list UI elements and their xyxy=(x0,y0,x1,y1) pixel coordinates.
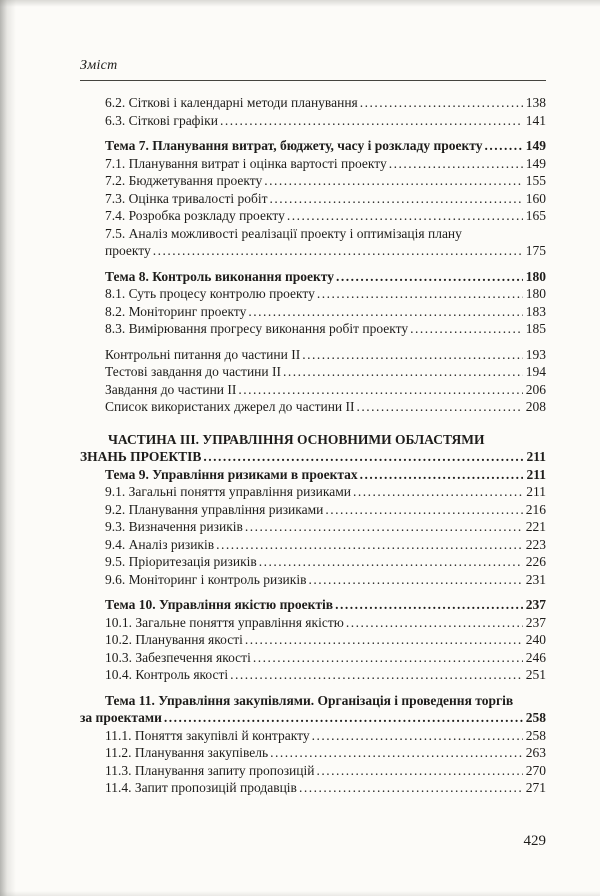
toc-entry-text: ЧАСТИНА III. УПРАВЛІННЯ ОСНОВНИМИ ОБЛАСТЯМИ xyxy=(108,431,485,447)
toc-row xyxy=(80,518,546,536)
toc-row xyxy=(80,727,546,745)
toc-entry-text: Тема 9. Управління ризиками в проектах xyxy=(105,466,358,482)
dot-leader xyxy=(164,709,523,727)
dot-leader xyxy=(230,666,523,684)
toc-entry-text: 10.4. Контроль якості xyxy=(105,667,229,682)
dot-leader xyxy=(216,536,523,554)
toc-row xyxy=(80,242,546,260)
page-number: 429 xyxy=(523,833,546,849)
dot-leader xyxy=(248,303,522,321)
toc-entry-page: 221 xyxy=(525,519,546,534)
dot-leader xyxy=(336,268,523,286)
toc-entry-text: 7.4. Розробка розкладу проекту xyxy=(105,208,285,223)
toc-entry-text: 11.2. Планування закупівель xyxy=(105,745,269,760)
toc-entry-page: 271 xyxy=(525,780,546,795)
toc-row xyxy=(80,363,546,381)
toc-entry-page: 211 xyxy=(526,484,546,499)
toc-row xyxy=(80,483,546,501)
dot-leader xyxy=(389,155,523,173)
dot-leader xyxy=(410,320,523,338)
toc-entry-text: 8.1. Суть процесу контролю проекту xyxy=(105,286,315,301)
toc-entry-text: Тема 10. Управління якістю проектів xyxy=(105,597,334,612)
toc-row xyxy=(80,172,546,190)
toc-entry-page: 211 xyxy=(526,466,546,482)
dot-leader xyxy=(308,571,522,589)
toc-entry-page: 206 xyxy=(525,381,546,397)
toc-entry-page: 194 xyxy=(525,364,546,379)
dot-leader xyxy=(302,346,523,364)
dot-leader xyxy=(299,779,523,797)
toc-row xyxy=(80,649,546,667)
toc-row xyxy=(80,94,546,112)
toc-entry-text: 7.5. Аналіз можливості реалізації проекту і оптимізація плану xyxy=(105,225,462,241)
toc-row xyxy=(80,155,546,173)
dot-leader xyxy=(317,285,523,303)
toc-row xyxy=(80,285,546,303)
toc-row xyxy=(80,571,546,589)
toc-row xyxy=(80,779,546,797)
toc-entry-page: 258 xyxy=(525,710,546,725)
dot-leader xyxy=(245,518,523,536)
dot-leader xyxy=(153,242,523,260)
toc-entry-page: 149 xyxy=(525,155,546,171)
toc-entry-page: 180 xyxy=(525,268,546,284)
toc-row xyxy=(80,112,546,130)
toc-row xyxy=(80,398,546,416)
toc-entry-text: 7.1. Планування витрат і оцінка вартості проекту xyxy=(105,155,387,171)
page-header xyxy=(80,56,546,74)
toc-entry-page: 193 xyxy=(525,346,546,362)
toc-entry-text: 9.2. Планування управління ризиками xyxy=(105,501,324,517)
toc-entry-page: 208 xyxy=(525,399,546,414)
toc-entry-text: Тема 8. Контроль виконання проекту xyxy=(105,268,335,284)
dot-leader xyxy=(360,94,523,112)
toc-row xyxy=(80,692,546,710)
dot-leader xyxy=(245,631,523,649)
toc-entry-text: 11.1. Поняття закупівлі й контракту xyxy=(105,727,310,743)
toc-entry-text: 9.1. Загальні поняття управління ризиками xyxy=(105,484,351,499)
toc-row xyxy=(80,709,546,727)
toc-row xyxy=(80,137,546,155)
toc-entry-page: 258 xyxy=(525,727,546,743)
toc-entry-page: 251 xyxy=(525,667,546,682)
toc-entry-text: 6.3. Сіткові графіки xyxy=(105,112,218,128)
toc-row xyxy=(80,553,546,571)
scan-edge-top-shadow xyxy=(0,0,600,7)
toc-row xyxy=(80,381,546,399)
toc-row xyxy=(80,448,546,466)
toc-entry-page: 149 xyxy=(525,138,546,153)
toc-entry-page: 246 xyxy=(525,649,546,665)
toc-entry-text: Список використаних джерел до частини II xyxy=(105,399,355,414)
dot-leader xyxy=(287,207,523,225)
toc-row xyxy=(80,744,546,762)
toc-entry-text: 8.3. Вимірювання прогресу виконання робіт проекту xyxy=(105,321,409,336)
toc-entry-page: 226 xyxy=(525,554,546,569)
toc-entry-page: 141 xyxy=(525,112,546,128)
toc-entry-text: 9.5. Пріоритезація ризиків xyxy=(105,554,257,569)
toc-entry-text: проекту xyxy=(105,243,151,258)
toc-row xyxy=(80,190,546,208)
page-content xyxy=(80,56,546,797)
header-rule xyxy=(80,80,546,81)
dot-leader xyxy=(485,137,523,155)
toc-row xyxy=(80,666,546,684)
dot-leader xyxy=(270,744,523,762)
toc-entry-page: 240 xyxy=(525,632,546,647)
toc-row xyxy=(80,207,546,225)
toc-entry-text: 9.3. Визначення ризиків xyxy=(105,519,243,534)
toc-row xyxy=(80,501,546,519)
dot-leader xyxy=(220,112,523,130)
dot-leader xyxy=(312,727,523,745)
scan-edge-left-shadow xyxy=(0,0,16,896)
toc-entry-text: 9.6. Моніторинг і контроль ризиків xyxy=(105,571,307,587)
toc-entry-page: 223 xyxy=(525,536,546,552)
toc-entry-page: 180 xyxy=(525,286,546,301)
toc-row xyxy=(80,466,546,484)
toc-entry-page: 270 xyxy=(525,762,546,778)
toc-entry-text: 9.4. Аналіз ризиків xyxy=(105,536,215,552)
toc-entry-text: 10.3. Забезпечення якості xyxy=(105,649,251,665)
toc-entry-page: 175 xyxy=(525,243,546,258)
page-header-title: Зміст xyxy=(80,58,118,73)
dot-leader xyxy=(203,448,523,466)
toc-row xyxy=(80,346,546,364)
toc-entry-page: 185 xyxy=(525,321,546,336)
toc-entry-text: 6.2. Сіткові і календарні методи планування xyxy=(105,95,358,110)
toc-entry-text: Завдання до частини II xyxy=(105,381,237,397)
dot-leader xyxy=(316,762,522,780)
toc-entry-page: 160 xyxy=(525,190,546,206)
toc-entry-text: 7.2. Бюджетування проекту xyxy=(105,173,263,188)
dot-leader xyxy=(264,172,523,190)
toc-entry-text: Тема 11. Управління закупівлями. Організація і проведення торгів xyxy=(105,692,514,708)
dot-leader xyxy=(360,466,524,484)
toc-entry-text: 11.3. Планування запиту пропозицій xyxy=(105,762,315,778)
toc-entry-text: ЗНАНЬ ПРОЕКТІВ xyxy=(80,449,202,464)
toc-entry-page: 165 xyxy=(525,208,546,223)
toc-entry-page: 237 xyxy=(525,597,546,612)
dot-leader xyxy=(357,398,523,416)
dot-leader xyxy=(238,381,522,399)
toc-entry-page: 237 xyxy=(525,614,546,630)
toc-entry-text: Контрольні питання до частини II xyxy=(105,346,301,362)
dot-leader xyxy=(253,649,523,667)
toc-entry-page: 211 xyxy=(526,449,546,464)
toc-entry-page: 155 xyxy=(525,173,546,188)
toc-entry-text: за проектами xyxy=(80,710,162,725)
toc-entry-page: 138 xyxy=(525,95,546,110)
toc-entry-text: 10.2. Планування якості xyxy=(105,632,243,647)
toc-entry-text: 11.4. Запит пропозицій продавців xyxy=(105,780,297,795)
toc-entry-page: 216 xyxy=(525,501,546,517)
dot-leader xyxy=(353,483,523,501)
toc-row xyxy=(80,431,546,449)
toc-entry-page: 183 xyxy=(525,303,546,319)
dot-leader xyxy=(270,190,523,208)
toc-entry-page: 231 xyxy=(525,571,546,587)
toc-entry-text: Тестові завдання до частини II xyxy=(105,364,281,379)
dot-leader xyxy=(283,363,523,381)
toc-row xyxy=(80,303,546,321)
toc-entry-text: Тема 7. Планування витрат, бюджету, часу і розкладу проекту xyxy=(105,138,483,153)
toc-row xyxy=(80,614,546,632)
scan-edge-bottom-shadow xyxy=(0,891,600,896)
toc-row xyxy=(80,320,546,338)
dot-leader xyxy=(335,596,523,614)
toc-list xyxy=(80,94,546,797)
toc-entry-page: 263 xyxy=(525,745,546,760)
toc-entry-text: 7.3. Оцінка тривалості робіт xyxy=(105,190,268,206)
toc-row xyxy=(80,268,546,286)
dot-leader xyxy=(346,614,523,632)
toc-row xyxy=(80,762,546,780)
toc-row xyxy=(80,225,546,243)
dot-leader xyxy=(325,501,522,519)
toc-row xyxy=(80,596,546,614)
toc-entry-text: 8.2. Моніторинг проекту xyxy=(105,303,247,319)
toc-entry-text: 10.1. Загальне поняття управління якістю xyxy=(105,614,344,630)
dot-leader xyxy=(259,553,523,571)
toc-row xyxy=(80,536,546,554)
toc-row xyxy=(80,631,546,649)
